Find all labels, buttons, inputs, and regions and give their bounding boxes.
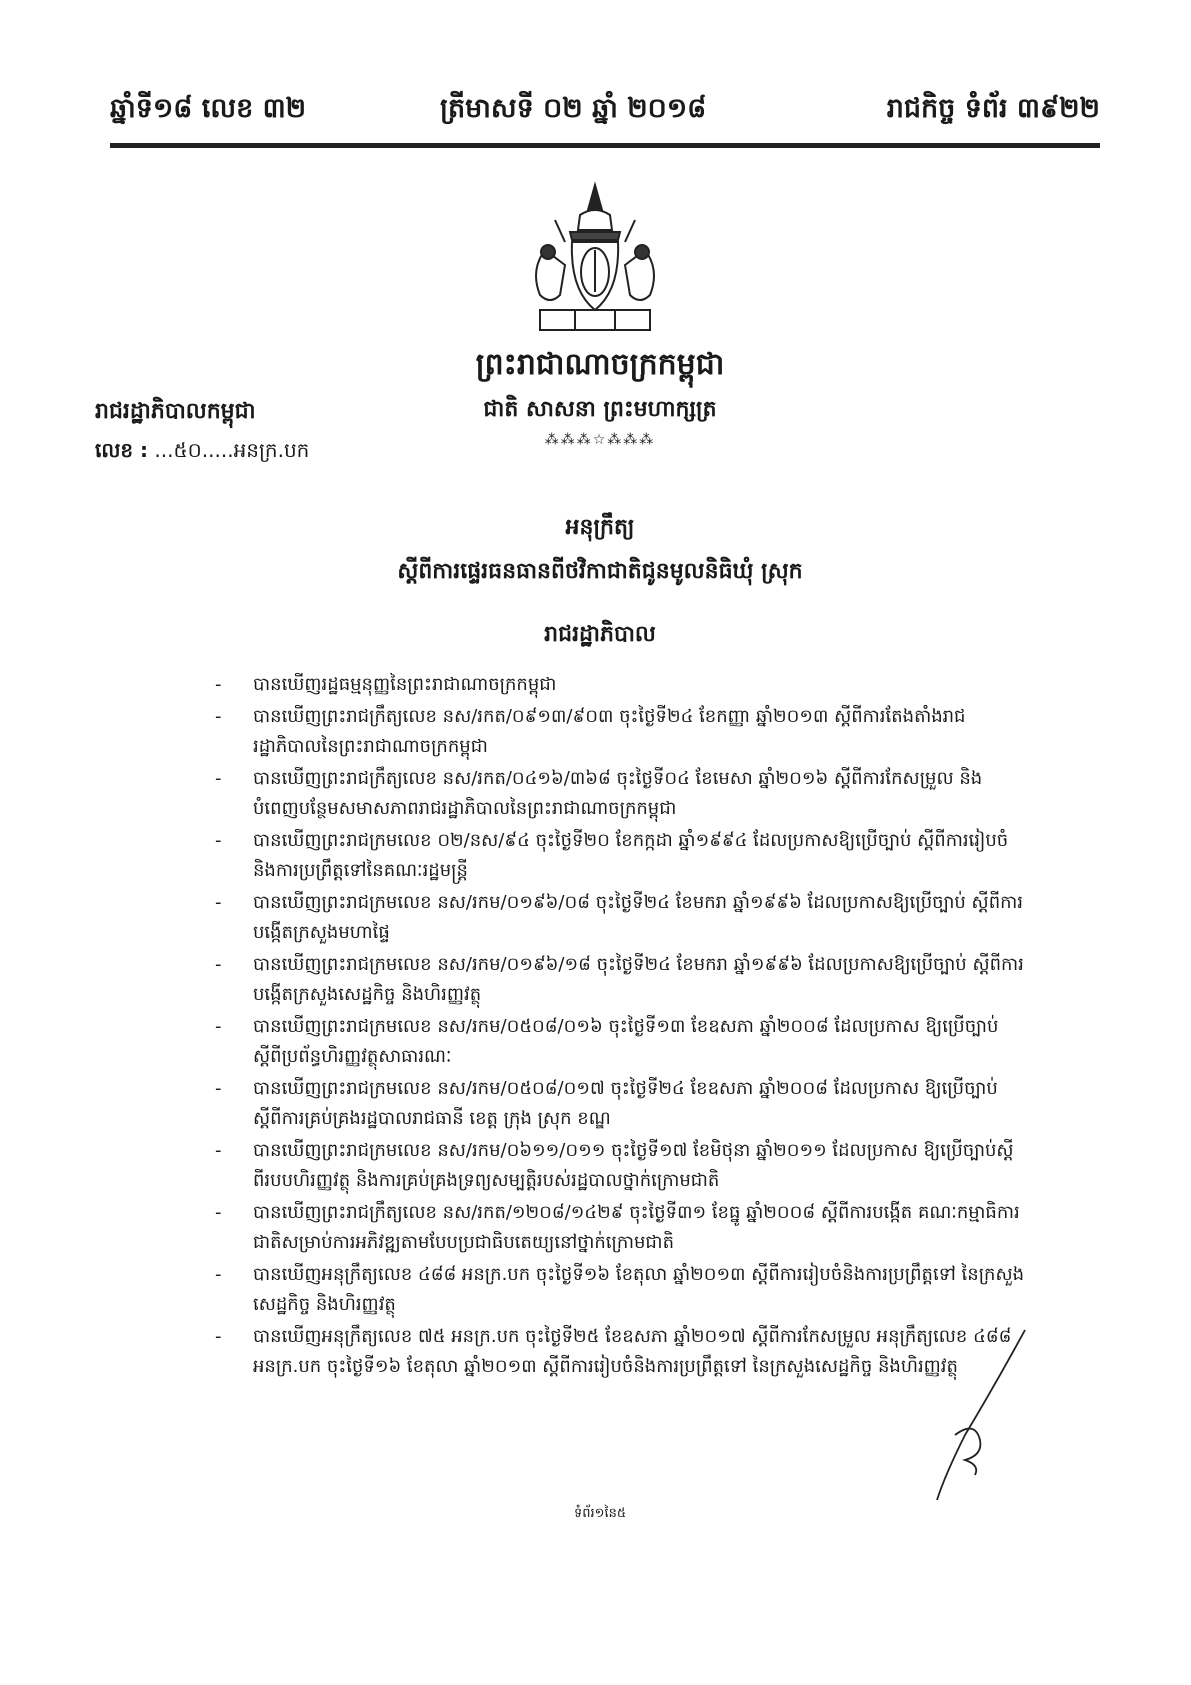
handwritten-signature-icon	[925, 1325, 1035, 1505]
document-subject: ស្តីពីការផ្ទេរធនធានពីថវិកាជាតិជូនមូលនិធិឃុំ ស្រុក	[397, 559, 803, 584]
list-item: - បានឃើញព្រះរាជក្រឹត្យលេខ នស/រកត/១២០៨/១៤២៩ ចុះថ្ងៃទី៣១ ខែធ្នូ ឆ្នាំ២០០៨ ស្តីពីការបង្កើត គណៈកម្មាធិការជាតិសម្រាប់ការអភិវឌ្ឍតាមបែបប្រជាធិបតេយ្យនៅថ្នាក់ក្រោមជាតិ	[215, 1202, 1020, 1253]
header-divider	[110, 143, 1100, 148]
document-number	[95, 437, 309, 467]
list-item: - បានឃើញព្រះរាជក្រមលេខ នស/រកម/០៥០៨/០១៦ ចុះថ្ងៃទី១៣ ខែឧសភា ឆ្នាំ២០០៨ ដែលប្រកាស ឱ្យប្រើច្បាប់ស្តីពីប្រព័ន្ធហិរញ្ញវត្ថុសាធារណៈ	[215, 1016, 999, 1067]
list-item: - បានឃើញរដ្ឋធម្មនុញ្ញនៃព្រះរាជាណាចក្រកម្ពុជា	[215, 674, 557, 695]
legal-basis-list	[215, 670, 1025, 1384]
issuing-government: រាជរដ្ឋាភិបាលកម្ពុជា	[95, 399, 256, 424]
ornament-divider: ⁂⁂⁂☆⁂⁂⁂	[544, 432, 656, 448]
gazette-page-number: រាជកិច្ច ទំព័រ ៣៩២២	[886, 93, 1100, 124]
document-number-value: ...៥០.....អនក្រ.បក	[154, 438, 310, 462]
document-number-label: លេខ :	[95, 438, 149, 462]
list-item: - បានឃើញព្រះរាជក្រឹត្យលេខ នស/រកត/០៤១៦/៣៦៨ ចុះថ្ងៃទី០៤ ខែមេសា ឆ្នាំ២០១៦ ស្តីពីការកែសម្រួល និងបំពេញបន្ថែមសមាសភាពរាជរដ្ឋាភិបាលនៃព្រះរាជាណាចក្រកម្ពុជា	[215, 768, 983, 819]
list-item: - បានឃើញអនុក្រឹត្យលេខ ៧៥ អនក្រ.បក ចុះថ្ងៃទី២៥ ខែឧសភា ឆ្នាំ២០១៧ ស្តីពីការកែសម្រួល អនុក្រឹត្យលេខ ៤៨៨ អនក្រ.បក ចុះថ្ងៃទី១៦ ខែតុលា ឆ្នាំ២០១៣ ស្តីពីការរៀបចំនិងការប្រព្រឹត្តទៅ នៃក្រសួងសេដ្ឋកិច្ច និងហិរញ្ញវត្ថុ	[215, 1326, 1012, 1377]
list-item: - បានឃើញព្រះរាជក្រមលេខ នស/រកម/០៦១១/០១១ ចុះថ្ងៃទី១៧ ខែមិថុនា ឆ្នាំ២០១១ ដែលប្រកាស ឱ្យប្រើច្បាប់ស្តីពីរបបហិរញ្ញវត្ថុ និងការគ្រប់គ្រងទ្រព្យសម្បត្តិរបស់រដ្ឋបាលថ្នាក់ក្រោមជាតិ	[215, 1140, 1014, 1191]
gazette-header	[110, 92, 1100, 138]
royal-coat-of-arms-icon	[510, 180, 680, 340]
list-item: - បានឃើញព្រះរាជក្រឹត្យលេខ នស/រកត/០៩១៣/៩០៣ ចុះថ្ងៃទី២៤ ខែកញ្ញា ឆ្នាំ២០១៣ ស្តីពីការតែងតាំងរាជរដ្ឋាភិបាលនៃព្រះរាជាណាចក្រកម្ពុជា	[215, 706, 966, 757]
national-motto: ជាតិ សាសនា ព្រះមហាក្សត្រ	[483, 397, 717, 422]
list-item: - បានឃើញព្រះរាជក្រមលេខ នស/រកម/០៥០៨/០១៧ ចុះថ្ងៃទី២៤ ខែឧសភា ឆ្នាំ២០០៨ ដែលប្រកាស ឱ្យប្រើច្បាប់ស្តីពីការគ្រប់គ្រងរដ្ឋបាលរាជធានី ខេត្ត ក្រុង ស្រុក ខណ្ឌ	[215, 1078, 998, 1129]
document-title: អនុក្រឹត្យ	[565, 515, 635, 540]
issuer-heading: រាជរដ្ឋាភិបាល	[544, 622, 656, 647]
page-footer: ទំព័រ១នៃ៥	[573, 1506, 627, 1521]
gazette-year-issue: ឆ្នាំទី១៨ លេខ ៣២	[110, 93, 307, 124]
list-item: - បានឃើញព្រះរាជក្រមលេខ នស/រកម/០១៩៦/១៨ ចុះថ្ងៃទី២៤ ខែមករា ឆ្នាំ១៩៩៦ ដែលប្រកាសឱ្យប្រើច្បាប់ ស្តីពីការបង្កើតក្រសួងសេដ្ឋកិច្ច និងហិរញ្ញវត្ថុ	[215, 954, 1024, 1005]
list-item: - បានឃើញអនុក្រឹត្យលេខ ៤៨៨ អនក្រ.បក ចុះថ្ងៃទី១៦ ខែតុលា ឆ្នាំ២០១៣ ស្តីពីការរៀបចំនិងការប្រព្រឹត្តទៅ នៃក្រសួងសេដ្ឋកិច្ច និងហិរញ្ញវត្ថុ	[215, 1264, 1025, 1315]
gazette-quarter: ត្រីមាសទី ០២ ឆ្នាំ ២០១៨	[440, 93, 707, 124]
list-item: - បានឃើញព្រះរាជក្រមលេខ នស/រកម/០១៩៦/០៨ ចុះថ្ងៃទី២៤ ខែមករា ឆ្នាំ១៩៩៦ ដែលប្រកាសឱ្យប្រើច្បាប់ ស្តីពីការបង្កើតក្រសួងមហាផ្ទៃ	[215, 892, 1023, 943]
kingdom-name: ព្រះរាជាណាចក្រកម្ពុជា	[475, 347, 725, 382]
list-item: - បានឃើញព្រះរាជក្រមលេខ ០២/នស/៩៤ ចុះថ្ងៃទី២០ ខែកក្កដា ឆ្នាំ១៩៩៤ ដែលប្រកាសឱ្យប្រើច្បាប់ ស្តីពីការរៀបចំ និងការប្រព្រឹត្តទៅនៃគណៈរដ្ឋមន្ត្រី	[215, 830, 1009, 881]
